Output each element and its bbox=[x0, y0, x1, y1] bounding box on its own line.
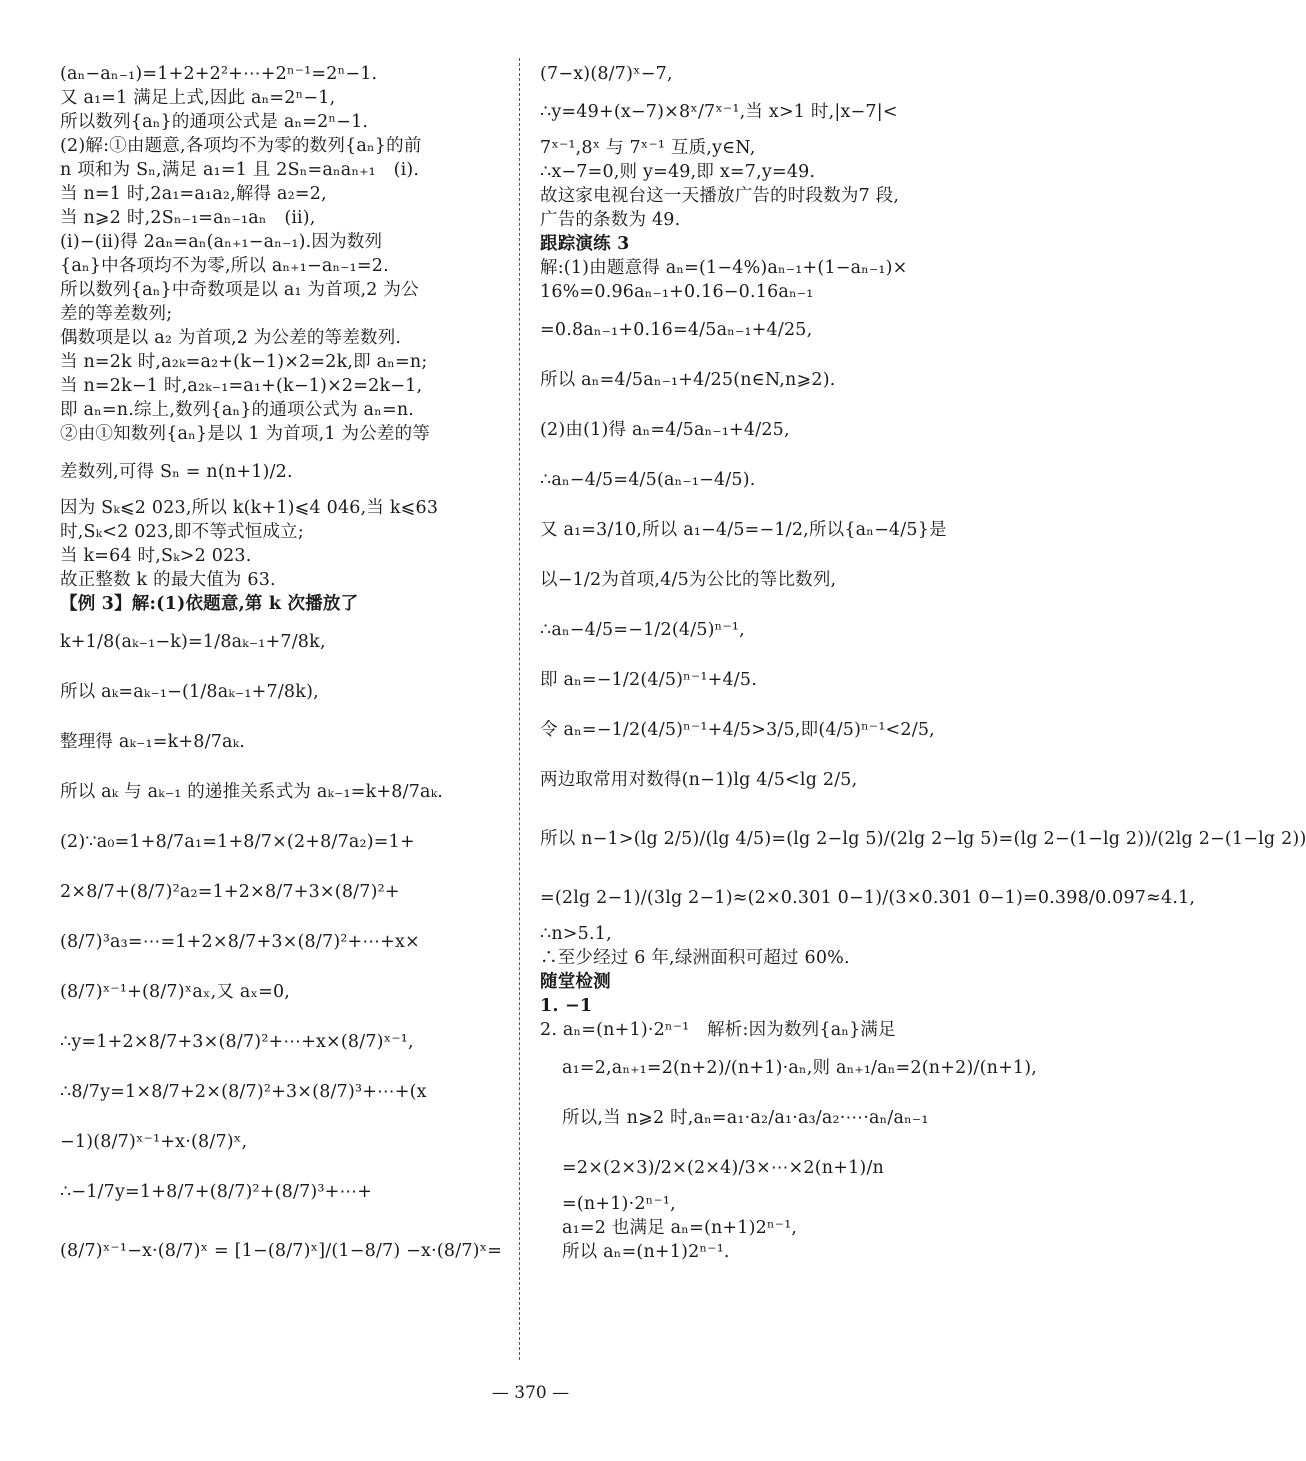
text-line: ∴y=1+2×8/7+3×(8/7)²+⋯+x×(8/7)ˣ⁻¹, bbox=[60, 1032, 414, 1052]
text-line: ∴−1/7y=1+8/7+(8/7)²+(8/7)³+⋯+ bbox=[60, 1182, 373, 1202]
text-line: 所以 aₙ=(n+1)2ⁿ⁻¹. bbox=[562, 1242, 730, 1262]
text-line: =(2lg 2−1)/(3lg 2−1)≈(2×0.301 0−1)/(3×0.301 0−1)=0.398/0.097≈4.1, bbox=[540, 888, 1196, 908]
text-line: (7−x)(8/7)ˣ−7, bbox=[540, 64, 673, 84]
text-line: 2. aₙ=(n+1)·2ⁿ⁻¹ 解析:因为数列{aₙ}满足 bbox=[540, 1020, 896, 1040]
text-line: 所以 aₖ 与 aₖ₋₁ 的递推关系式为 aₖ₋₁=k+8/7aₖ. bbox=[60, 782, 444, 802]
text-line: =0.8aₙ₋₁+0.16=4/5aₙ₋₁+4/25, bbox=[540, 320, 813, 340]
text-line: 故这家电视台这一天播放广告的时段数为7 段, bbox=[540, 186, 900, 206]
text-line: 【例 3】解:(1)依题意,第 k 次播放了 bbox=[60, 594, 359, 614]
text-line: ∴n>5.1, bbox=[540, 924, 612, 944]
text-line: 当 n=1 时,2a₁=a₁a₂,解得 a₂=2, bbox=[60, 184, 327, 204]
column-divider bbox=[519, 58, 520, 1360]
page-number: — 370 — bbox=[491, 1383, 570, 1403]
text-line: 因为 Sₖ⩽2 023,所以 k(k+1)⩽4 046,当 k⩽63 bbox=[60, 498, 439, 518]
text-line: 所以 n−1>(lg 2/5)/(lg 4/5)=(lg 2−lg 5)/(2lg 2−lg 5)=(lg 2−(1−lg 2))/(2lg 2−(1−lg 2)) bbox=[540, 829, 1306, 849]
text-line: ∴aₙ−4/5=−1/2(4/5)ⁿ⁻¹, bbox=[540, 620, 745, 640]
text-line: (ⅰ)−(ⅱ)得 2aₙ=aₙ(aₙ₊₁−aₙ₋₁).因为数列 bbox=[60, 232, 383, 252]
text-line: 差的等差数列; bbox=[60, 304, 173, 324]
text-line: n 项和为 Sₙ,满足 a₁=1 且 2Sₙ=aₙaₙ₊₁ (ⅰ). bbox=[60, 160, 420, 180]
text-line: 又 a₁=3/10,所以 a₁−4/5=−1/2,所以{aₙ−4/5}是 bbox=[540, 520, 947, 540]
text-line: 差数列,可得 Sₙ = n(n+1)/2. bbox=[60, 462, 293, 482]
text-line: 当 k=64 时,Sₖ>2 023. bbox=[60, 546, 252, 566]
text-line: ∴8/7y=1×8/7+2×(8/7)²+3×(8/7)³+⋯+(x bbox=[60, 1082, 427, 1102]
text-line: 又 a₁=1 满足上式,因此 aₙ=2ⁿ−1, bbox=[60, 88, 336, 108]
text-line: 解:(1)由题意得 aₙ=(1−4%)aₙ₋₁+(1−aₙ₋₁)× bbox=[540, 258, 908, 278]
text-line: (aₙ−aₙ₋₁)=1+2+2²+⋯+2ⁿ⁻¹=2ⁿ−1. bbox=[60, 64, 378, 84]
text-line: 所以数列{aₙ}中奇数项是以 a₁ 为首项,2 为公 bbox=[60, 280, 419, 300]
text-line: 令 aₙ=−1/2(4/5)ⁿ⁻¹+4/5>3/5,即(4/5)ⁿ⁻¹<2/5, bbox=[540, 720, 935, 740]
right-column bbox=[540, 62, 1306, 1264]
text-line: (8/7)³a₃=⋯=1+2×8/7+3×(8/7)²+⋯+x× bbox=[60, 932, 420, 952]
text-line: 时,Sₖ<2 023,即不等式恒成立; bbox=[60, 522, 304, 542]
text-line: 所以 aₖ=aₖ₋₁−(1/8aₖ₋₁+7/8k), bbox=[60, 682, 319, 702]
text-line: ∴y=49+(x−7)×8ˣ/7ˣ⁻¹,当 x>1 时,|x−7|< bbox=[540, 102, 898, 122]
text-line: (8/7)ˣ⁻¹−x·(8/7)ˣ = [1−(8/7)ˣ]/(1−8/7) −x·(8/7)ˣ= bbox=[60, 1241, 503, 1261]
text-line: (2)由(1)得 aₙ=4/5aₙ₋₁+4/25, bbox=[540, 420, 790, 440]
text-line: =(n+1)·2ⁿ⁻¹, bbox=[562, 1194, 676, 1214]
text-line: 7ˣ⁻¹,8ˣ 与 7ˣ⁻¹ 互质,y∈N, bbox=[540, 138, 756, 158]
text-line: 所以,当 n⩾2 时,aₙ=a₁·a₂/a₁·a₃/a₂·⋯·aₙ/aₙ₋₁ bbox=[562, 1108, 929, 1128]
text-line: k+1/8(aₖ₋₁−k)=1/8aₖ₋₁+7/8k, bbox=[60, 632, 326, 652]
text-line: 以−1/2为首项,4/5为公比的等比数列, bbox=[540, 570, 837, 590]
text-line: {aₙ}中各项均不为零,所以 aₙ₊₁−aₙ₋₁=2. bbox=[60, 256, 389, 276]
text-line: ∴aₙ−4/5=4/5(aₙ₋₁−4/5). bbox=[540, 470, 756, 490]
text-line: −1)(8/7)ˣ⁻¹+x·(8/7)ˣ, bbox=[60, 1132, 248, 1152]
text-line: a₁=2 也满足 aₙ=(n+1)2ⁿ⁻¹, bbox=[562, 1218, 798, 1238]
text-line: 所以数列{aₙ}的通项公式是 aₙ=2ⁿ−1. bbox=[60, 112, 369, 132]
text-line: 偶数项是以 a₂ 为首项,2 为公差的等差数列. bbox=[60, 328, 402, 348]
text-line: a₁=2,aₙ₊₁=2(n+2)/(n+1)·aₙ,则 aₙ₊₁/aₙ=2(n+2)/(n+1), bbox=[562, 1058, 1038, 1078]
text-line: 广告的条数为 49. bbox=[540, 210, 681, 230]
text-line: 即 aₙ=−1/2(4/5)ⁿ⁻¹+4/5. bbox=[540, 670, 757, 690]
text-line: 故正整数 k 的最大值为 63. bbox=[60, 570, 276, 590]
text-line: 所以 aₙ=4/5aₙ₋₁+4/25(n∈N,n⩾2). bbox=[540, 370, 836, 390]
text-line: 整理得 aₖ₋₁=k+8/7aₖ. bbox=[60, 732, 246, 752]
text-line: (8/7)ˣ⁻¹+(8/7)ˣaₓ,又 aₓ=0, bbox=[60, 982, 291, 1002]
text-line: 跟踪演练 3 bbox=[540, 234, 630, 254]
text-line: (2)解:①由题意,各项均不为零的数列{aₙ}的前 bbox=[60, 136, 422, 156]
text-line: 即 aₙ=n.综上,数列{aₙ}的通项公式为 aₙ=n. bbox=[60, 400, 415, 420]
text-line: ∴x−7=0,则 y=49,即 x=7,y=49. bbox=[540, 162, 816, 182]
text-line: =2×(2×3)/2×(2×4)/3×⋯×2(n+1)/n bbox=[562, 1158, 885, 1178]
text-line: 1. −1 bbox=[540, 996, 593, 1016]
text-line: 2×8/7+(8/7)²a₂=1+2×8/7+3×(8/7)²+ bbox=[60, 882, 400, 902]
text-line: (2)∵a₀=1+8/7a₁=1+8/7×(2+8/7a₂)=1+ bbox=[60, 832, 415, 852]
text-line: ②由①知数列{aₙ}是以 1 为首项,1 为公差的等 bbox=[60, 424, 430, 444]
text-line: 两边取常用对数得(n−1)lg 4/5<lg 2/5, bbox=[540, 770, 858, 790]
left-column bbox=[60, 62, 503, 1284]
text-line: ∴至少经过 6 年,绿洲面积可超过 60%. bbox=[540, 948, 850, 968]
text-line: 当 n⩾2 时,2Sₙ₋₁=aₙ₋₁aₙ (ⅱ), bbox=[60, 208, 316, 228]
text-line: 当 n=2k−1 时,a₂ₖ₋₁=a₁+(k−1)×2=2k−1, bbox=[60, 376, 423, 396]
text-line: 16%=0.96aₙ₋₁+0.16−0.16aₙ₋₁ bbox=[540, 282, 814, 302]
text-line: 随堂检测 bbox=[540, 972, 611, 992]
text-line: 当 n=2k 时,a₂ₖ=a₂+(k−1)×2=2k,即 aₙ=n; bbox=[60, 352, 428, 372]
